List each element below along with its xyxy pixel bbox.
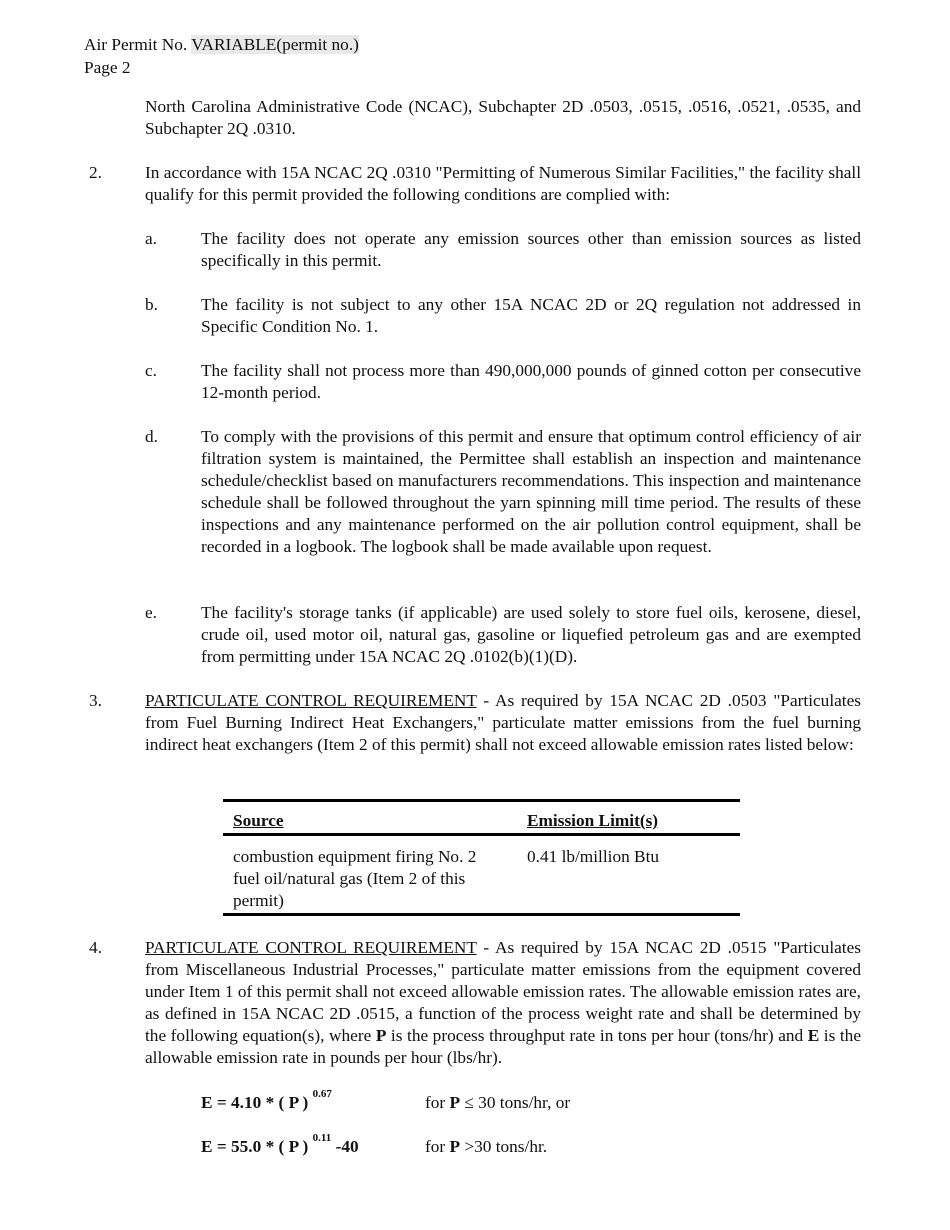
equation-2-condition <box>425 1136 547 1158</box>
column-header-emission-limits: Emission Limit(s) <box>517 801 740 835</box>
condition-suffix: >30 tons/hr. <box>460 1137 548 1156</box>
equation-tail: -40 <box>331 1137 359 1156</box>
subitem-text: The facility's storage tanks (if applicable) are used solely to store fuel oils, kerosene, diesel, crude oil, used motor oil, natural gas, gasoline or liquefied petroleum gas and are exempted from permitting under 15A NCAC 2Q .0102(b)(1)(D). <box>201 603 861 666</box>
subitem-letter: a. <box>145 229 157 248</box>
item-heading: PARTICULATE CONTROL REQUIREMENT <box>145 938 477 957</box>
item-number: 3. <box>89 691 102 710</box>
subitem-text: The facility shall not process more than 490,000,000 pounds of ginned cotton per consecutive 12-month period. <box>201 361 861 402</box>
variable-e: E <box>807 1026 820 1045</box>
item-body-part-3: is the allowable emission rate in pounds per hour (lbs/hr). <box>145 1026 861 1067</box>
variable-p: P <box>375 1026 387 1045</box>
item-number: 2. <box>89 163 102 182</box>
subitem-letter: e. <box>145 603 157 622</box>
equation-lhs: E = 55.0 * ( P ) <box>201 1137 313 1156</box>
subitem-letter: c. <box>145 361 157 380</box>
table-row <box>223 835 740 915</box>
condition-variable: P <box>449 1137 461 1156</box>
emission-limit-cell: 0.41 lb/million Btu <box>517 835 740 915</box>
source-cell: combustion equipment firing No. 2 fuel oil/natural gas (Item 2 of this permit) <box>223 835 517 915</box>
equation-lhs: E = 4.10 * ( P ) <box>201 1093 313 1112</box>
intro-paragraph: North Carolina Administrative Code (NCAC), Subchapter 2D .0503, .0515, .0516, .0521, .0535, and Subchapter 2Q .0310. <box>145 97 861 138</box>
permit-variable-field: VARIABLE <box>191 35 277 54</box>
table-header-row <box>223 801 740 835</box>
permit-number-line <box>84 33 359 56</box>
subitem-letter: d. <box>145 427 158 446</box>
subitem-text: The facility is not subject to any other 15A NCAC 2D or 2Q regulation not addressed in Specific Condition No. 1. <box>201 295 861 336</box>
equation-2 <box>201 1132 359 1158</box>
condition-prefix: for <box>425 1137 450 1156</box>
item-body-part-2: is the process throughput rate in tons per hour (tons/hr) and <box>386 1026 808 1045</box>
condition-suffix: ≤ 30 tons/hr, or <box>460 1093 571 1112</box>
column-header-source: Source <box>223 801 517 835</box>
subitem-text: The facility does not operate any emission sources other than emission sources as listed specifically in this permit. <box>201 229 861 270</box>
item-text: In accordance with 15A NCAC 2Q .0310 "Permitting of Numerous Similar Facilities," the facility shall qualify for this permit provided the following conditions are complied with: <box>145 163 861 204</box>
subitem-text: To comply with the provisions of this permit and ensure that optimum control efficiency of air filtration system is maintained, the Permittee shall establish an inspection and maintenance schedule/checklist based on manufacturers recommendations. This inspection and maintenance schedule shall be followed throughout the yarn spinning mill time period. The results of these inspections and any maintenance performed on the air pollution control equipment, shall be recorded in a logbook. The logbook shall be made available upon request. <box>201 427 861 556</box>
subitem-letter: b. <box>145 295 158 314</box>
page-number: Page 2 <box>84 58 131 77</box>
equation-1-condition <box>425 1092 570 1114</box>
emission-limits-table <box>223 799 740 916</box>
item-text <box>145 690 861 756</box>
item-heading: PARTICULATE CONTROL REQUIREMENT <box>145 691 477 710</box>
item-number: 4. <box>89 938 102 957</box>
permit-label: Air Permit No. <box>84 35 192 54</box>
condition-variable: P <box>449 1093 461 1112</box>
page-header <box>84 33 359 79</box>
item-body-part-1: - As required by 15A NCAC 2D .0515 "Particulates from Miscellaneous Industrial Processes," particulate matter emissions from the equipment covered under Item 1 of this permit shall not exceed allowable emission rates. The allowable emission rates are, as defined in 15A NCAC 2D .0515, a function of the process weight rate and shall be determined by the following equation(s), where <box>145 938 861 1045</box>
equation-1 <box>201 1088 332 1114</box>
permit-variable-hint: (permit no.) <box>276 35 359 54</box>
item-text <box>145 937 861 1069</box>
item-body: - As required by 15A NCAC 2D .0503 "Particulates from Fuel Burning Indirect Heat Exchangers," particulate matter emissions from the fuel burning indirect heat exchangers (Item 2 of this permit) shall not exceed allowable emission rates listed below: <box>145 691 861 754</box>
equation-exponent: 0.11 <box>312 1132 332 1144</box>
condition-prefix: for <box>425 1093 450 1112</box>
equation-exponent: 0.67 <box>312 1088 332 1100</box>
